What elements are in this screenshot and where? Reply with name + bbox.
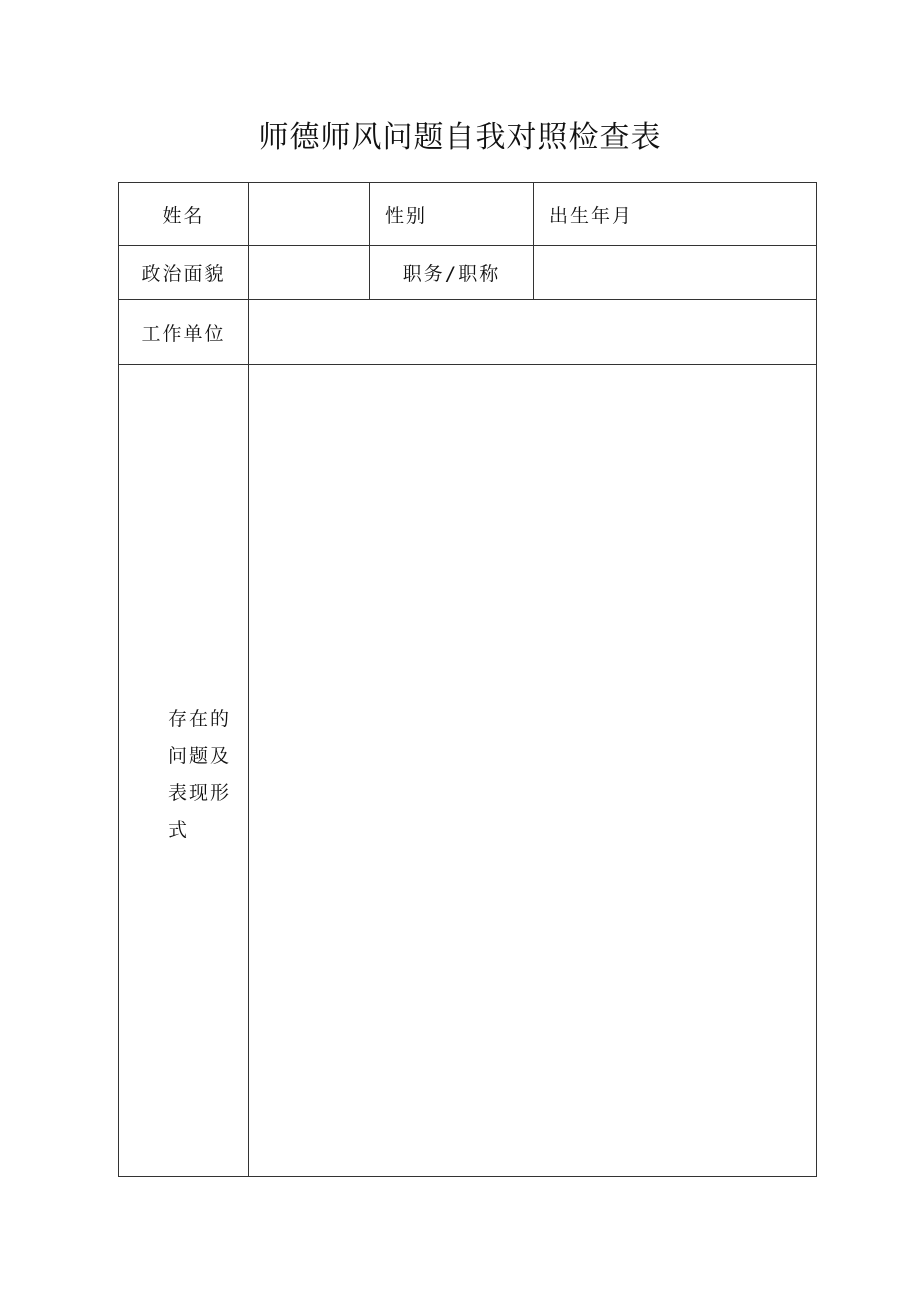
- gender-label: 性别: [385, 204, 428, 227]
- issues-label: 存在的问题及表现形式: [168, 708, 232, 841]
- unit-value-cell[interactable]: [248, 299, 817, 365]
- political-label: 政治面貌: [141, 263, 226, 285]
- position-label-cell: [369, 245, 534, 300]
- name-value-cell[interactable]: [248, 182, 370, 246]
- unit-label: 工作单位: [141, 322, 226, 345]
- unit-label-cell: [118, 299, 249, 365]
- issues-label-cell: [118, 364, 249, 1177]
- self-check-form-table: [118, 182, 817, 1177]
- birth-label: 出生年月: [549, 204, 634, 227]
- page-title: 师德师风问题自我对照检查表: [258, 120, 662, 155]
- position-label: 职务/职称: [402, 263, 501, 285]
- issues-value-cell[interactable]: [248, 364, 817, 1177]
- name-label-cell: [118, 182, 249, 246]
- birth-label-cell: [533, 182, 817, 246]
- gender-label-cell: [369, 182, 534, 246]
- political-value-cell[interactable]: [248, 245, 370, 300]
- political-label-cell: [118, 245, 249, 300]
- name-label: 姓名: [162, 204, 205, 227]
- position-value-cell[interactable]: [533, 245, 817, 300]
